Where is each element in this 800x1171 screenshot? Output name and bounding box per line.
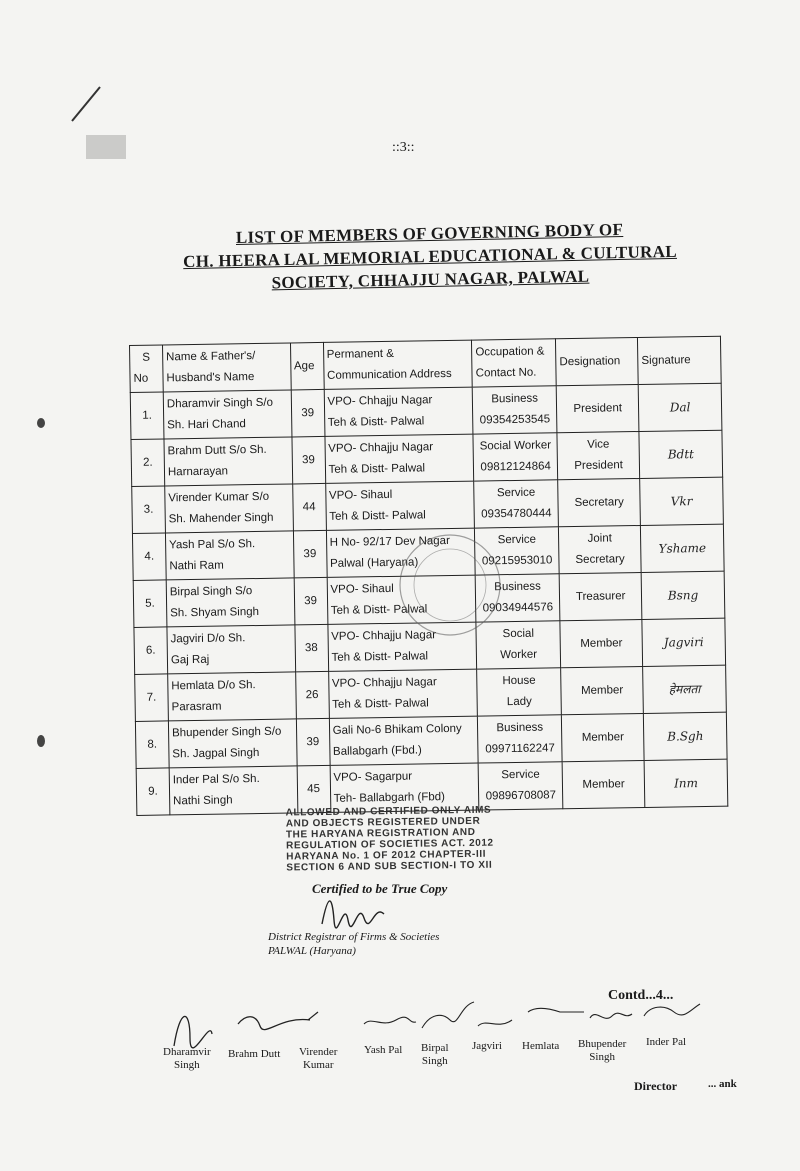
signatory-name: [299, 1046, 337, 1072]
cell-signature-text: Inm: [673, 775, 699, 790]
signatory-name-line: Singh: [421, 1055, 448, 1067]
signatory-name-line: Virender: [299, 1046, 338, 1058]
cell-name-text: Yash Pal S/o Sh.: [168, 538, 256, 552]
signatory-name: [646, 1036, 686, 1049]
cell-occupation-text: Lady: [506, 695, 532, 709]
cell-age-text: 45: [307, 782, 321, 795]
cell-address-text: Teh & Distt- Palwal: [329, 509, 426, 523]
cell-age: [297, 765, 331, 813]
cell-name-text: Brahm Dutt S/o Sh.: [167, 443, 267, 458]
header-designation: Designation: [556, 338, 639, 386]
cell-address-text: VPO- Chhajju Nagar: [331, 676, 437, 690]
cell-occupation-text: 09812124864: [480, 460, 551, 474]
cell-sno: [134, 627, 168, 675]
certified-true-copy: Certified to be True Copy: [312, 881, 448, 896]
cell-signature: [644, 759, 728, 807]
cell-signature-text: Dal: [669, 399, 691, 415]
cell-occupation-text: 09896708087: [485, 789, 557, 803]
cell-occupation-text: Social Worker: [479, 439, 552, 453]
cell-name-text: Sh. Shyam Singh: [170, 605, 260, 620]
cell-occupation-text: 09034944576: [482, 601, 554, 615]
cell-occupation-text: Business: [491, 392, 539, 406]
stamp-line: ALLOWED AND CERTIFIED ONLY AIMS: [285, 804, 492, 819]
cell-address-text: Gali No-6 Bhikam Colony: [332, 722, 462, 737]
cell-name-text: Inder Pal S/o Sh.: [172, 773, 260, 787]
registrar-line: District Registrar of Firms & Societies: [268, 931, 440, 943]
cell-designation: [559, 572, 642, 620]
cell-signature-text: Bdtt: [667, 446, 695, 462]
cell-address-text: H No- 92/17 Dev Nagar: [329, 534, 450, 549]
cell-signature-text: हेमलता: [668, 681, 701, 697]
cell-age-text: 39: [306, 735, 320, 748]
stamp-line: HARYANA No. 1 OF 2012 CHAPTER-III: [286, 848, 487, 863]
signatory-name-line: Bhupender: [578, 1038, 627, 1050]
cell-address: [329, 716, 478, 765]
cell-name-text: Gaj Raj: [170, 653, 210, 667]
cell-age-text: 26: [305, 688, 319, 701]
cell-address-text: Ballabgarh (Fbd.): [332, 744, 422, 758]
cell-designation: [562, 760, 645, 808]
cell-age-text: 39: [303, 547, 317, 560]
cell-name: [165, 531, 293, 580]
page-fragment: ... ank: [708, 1078, 737, 1090]
title-line: LIST OF MEMBERS OF GOVERNING BODY OF: [235, 219, 624, 248]
title-line: CH. HEERA LAL MEMORIAL EDUCATIONAL & CULTURAL: [182, 241, 678, 272]
cell-signature: [641, 524, 725, 572]
cell-address-text: Teh- Ballabgarh (Fbd): [333, 791, 446, 805]
cell-name-text: Parasram: [171, 700, 222, 714]
cell-name-text: Harnarayan: [167, 465, 229, 479]
cell-sno-text: 3.: [143, 503, 154, 516]
cell-designation: [560, 619, 643, 667]
cell-name-text: Sh. Jagpal Singh: [172, 747, 260, 761]
signatory-name: [578, 1038, 626, 1064]
cell-designation-text: Treasurer: [575, 589, 626, 603]
signatory-name: [421, 1042, 449, 1068]
cell-signature-text: Yshame: [658, 540, 707, 556]
cell-sno-text: 2.: [142, 456, 153, 469]
cell-age: [294, 577, 328, 625]
cell-address: [325, 481, 474, 530]
cell-age: [292, 436, 326, 484]
cell-signature: [640, 477, 724, 525]
cell-age-text: 38: [304, 641, 318, 654]
registrar-seal: [268, 930, 498, 958]
cell-designation-text: Member: [580, 683, 624, 697]
cell-sno-text: 4.: [144, 550, 155, 563]
cell-name-text: Birpal Singh S/o: [169, 585, 253, 599]
cell-name-text: Nathi Singh: [173, 794, 233, 808]
cell-occupation-text: Business: [494, 580, 541, 594]
cell-occupation: [474, 480, 559, 528]
cell-address-text: Palwal (Haryana): [329, 556, 419, 570]
cell-signature-text: Bsng: [667, 587, 699, 603]
cell-name-text: Virender Kumar S/o: [168, 490, 270, 505]
signatory-name-line: Hemlata: [522, 1040, 560, 1052]
seal-stamp: [395, 530, 505, 640]
cell-sno-text: 5.: [145, 597, 155, 610]
cell-address: [324, 387, 473, 436]
cell-occupation-text: 09971162247: [485, 742, 555, 756]
cell-sno-text: 9.: [148, 785, 158, 798]
document-title: [129, 216, 730, 298]
cell-name: [169, 766, 297, 815]
signatory-name-line: Inder Pal: [646, 1036, 687, 1048]
cell-occupation-text: Service: [497, 533, 537, 547]
header-age: Age: [290, 342, 324, 390]
cell-occupation: [472, 386, 557, 434]
cell-age-text: 39: [304, 594, 318, 607]
cell-address-text: Teh & Distt- Palwal: [332, 697, 429, 711]
cell-name-text: Bhupender Singh S/o: [171, 725, 282, 740]
cell-address-text: VPO- Chhajju Nagar: [328, 441, 434, 455]
cell-name-text: Nathi Ram: [169, 559, 224, 573]
director-label: Director: [634, 1079, 678, 1093]
page-number: ::3::: [392, 140, 415, 155]
cell-name-text: Dharamvir Singh S/o: [166, 396, 274, 411]
cell-designation: [559, 525, 642, 573]
cell-sno-text: 1.: [142, 409, 152, 422]
cell-name: [164, 437, 292, 486]
cell-name: [168, 719, 296, 768]
cell-age-text: 39: [301, 453, 315, 466]
header-occupation: Occupation & Contact No.: [472, 339, 557, 387]
cell-sno: [132, 533, 166, 581]
cell-signature-text: Vkr: [670, 493, 693, 509]
cell-sno: [131, 439, 165, 487]
cell-address-text: VPO- Chhajju Nagar: [327, 394, 433, 408]
cell-sno-text: 7.: [146, 691, 157, 704]
stamp-line: AND OBJECTS REGISTERED UNDER: [285, 815, 481, 830]
cell-age-text: 44: [302, 500, 316, 513]
cell-age: [293, 530, 327, 578]
cell-designation: [556, 385, 639, 433]
cell-occupation-text: Service: [501, 768, 540, 782]
cell-name: [163, 390, 291, 439]
cell-sno: [135, 674, 169, 722]
cell-occupation-text: House: [502, 674, 536, 688]
registration-stamp: [286, 804, 507, 873]
cell-signature: [638, 383, 722, 431]
cell-address-text: VPO- Sihaul: [328, 488, 393, 502]
scan-smudge: [70, 85, 150, 165]
cell-designation-text: Vice: [587, 438, 610, 451]
cell-designation: [562, 713, 645, 761]
cell-occupation: [473, 433, 558, 481]
cell-occupation-text: 09354253545: [479, 413, 551, 427]
cell-name-text: Sh. Mahender Singh: [168, 511, 274, 526]
cell-sno-text: 6.: [145, 644, 156, 657]
cell-designation-text: President: [573, 401, 623, 415]
cell-age: [295, 624, 329, 672]
signatory-name-line: Kumar: [302, 1059, 334, 1071]
cell-name: [168, 672, 296, 721]
cell-age: [296, 718, 330, 766]
stamp-line: THE HARYANA REGISTRATION AND: [285, 826, 476, 841]
cell-address-text: VPO- Sihaul: [330, 582, 394, 596]
registrar-line: PALWAL (Haryana): [268, 945, 356, 957]
signatory-name: [522, 1040, 559, 1053]
cell-designation-text: Secretary: [574, 495, 624, 509]
cell-designation-text: Secretary: [575, 553, 625, 567]
cell-signature: [643, 712, 727, 760]
registrar-signature: [318, 890, 388, 930]
cell-address-text: Teh & Distt- Palwal: [330, 603, 428, 617]
signatory-name: [163, 1046, 211, 1072]
cell-sno: [135, 721, 169, 769]
signatory-name: [472, 1040, 502, 1053]
cell-occupation-text: Business: [496, 721, 544, 735]
cell-signature: [643, 665, 727, 713]
header-address: Permanent & Communication Address: [323, 340, 472, 389]
cell-designation-text: Joint: [587, 532, 612, 545]
cell-name-text: Jagviri D/o Sh.: [170, 632, 246, 646]
cell-address: [328, 669, 477, 718]
cell-address-text: VPO- Chhajju Nagar: [331, 629, 437, 643]
continued-label: Contd...4...: [608, 988, 674, 1003]
cell-signature: [641, 571, 725, 619]
cell-address: [325, 434, 474, 483]
signatory-name-line: Singh: [173, 1059, 200, 1071]
cell-name: [165, 484, 293, 533]
cell-occupation: [477, 668, 562, 716]
cell-designation: [557, 431, 640, 479]
signatory-name-line: Dharamvir: [163, 1046, 211, 1058]
signatory-name-line: Jagviri: [472, 1040, 502, 1052]
signatory-name: [228, 1048, 280, 1061]
signatory-name-line: Birpal: [421, 1042, 449, 1054]
cell-designation-text: President: [574, 459, 623, 473]
cell-signature-text: B.Sgh: [667, 728, 704, 744]
cell-name: [167, 625, 295, 674]
cell-name-text: Sh. Hari Chand: [167, 418, 246, 432]
signatory-name-line: Brahm Dutt: [228, 1048, 281, 1060]
cell-age-text: 39: [301, 406, 315, 419]
cell-occupation-text: Social: [502, 627, 535, 641]
cell-age: [295, 671, 329, 719]
cell-occupation-text: Service: [496, 486, 536, 500]
cell-designation: [561, 666, 644, 714]
cell-sno: [133, 580, 167, 628]
header-name: Name & Father's/ Husband's Name: [162, 343, 290, 392]
cell-occupation: [478, 762, 563, 810]
hole-punch-mark: [37, 418, 45, 428]
header-signature: Signature: [638, 336, 722, 384]
cell-designation-text: Member: [581, 730, 625, 744]
cell-sno: [132, 486, 166, 534]
cell-age: [291, 389, 325, 437]
hole-punch-mark: [37, 735, 45, 747]
cell-address-text: VPO- Sagarpur: [333, 770, 413, 784]
signatory-name-line: Yash Pal: [364, 1044, 403, 1056]
cell-signature-text: Jagviri: [663, 634, 704, 650]
cell-occupation-text: 09215953010: [481, 554, 553, 568]
cell-sno: [130, 392, 164, 440]
stamp-line: SECTION 6 AND SUB SECTION-I TO XII: [286, 859, 493, 874]
cell-sno-text: 8.: [147, 738, 158, 751]
cell-address-text: Teh & Distt- Palwal: [328, 462, 426, 476]
cell-designation-text: Member: [582, 777, 625, 791]
cell-address-text: Teh & Distt- Palwal: [327, 415, 425, 429]
header-sno: S No: [130, 345, 164, 393]
cell-signature: [639, 430, 723, 478]
cell-address-text: Teh & Distt- Palwal: [331, 650, 429, 664]
cell-designation: [558, 478, 641, 526]
title-line: SOCIETY, CHHAJJU NAGAR, PALWAL: [271, 266, 590, 293]
cell-sno: [136, 768, 170, 816]
cell-name: [166, 578, 294, 627]
cell-signature: [642, 618, 726, 666]
cell-occupation-text: 09354780444: [481, 507, 552, 521]
signatory-name-line: Singh: [589, 1051, 615, 1063]
cell-name-text: Hemlata D/o Sh.: [171, 679, 256, 693]
cell-designation-text: Member: [580, 636, 623, 650]
cell-occupation-text: Worker: [500, 648, 538, 662]
signatory-name: [364, 1044, 402, 1057]
cell-age: [292, 483, 326, 531]
cell-occupation: [478, 715, 563, 763]
stamp-line: REGULATION OF SOCIETIES ACT. 2012: [286, 837, 494, 852]
